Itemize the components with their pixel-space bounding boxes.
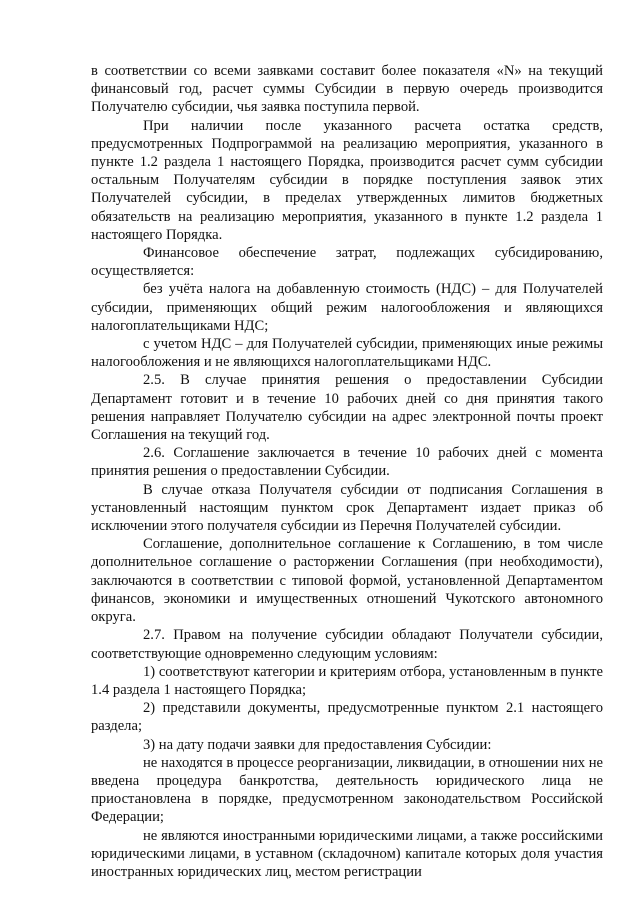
document-page — [91, 62, 603, 881]
paragraph-10: 2.7. Правом на получение субсидии обладают Получатели субсидии, соответствующие одновременно следующим условиям: — [91, 627, 603, 662]
paragraph-6: 2.5. В случае принятия решения о предоставлении Субсидии Департамент готовит и в течение 10 рабочих дней со дня принятия такого решения направляет Получателю субсидии на адрес электронной почты проект Соглашения на текущий год. — [91, 372, 603, 444]
paragraph-5: с учетом НДС – для Получателей субсидии, применяющих иные режимы налогообложения и не являющихся налогоплательщиками НДС. — [91, 336, 603, 371]
paragraph-14: не находятся в процессе реорганизации, ликвидации, в отношении них не введена процедура банкротства, деятельность юридического лица не приостановлена в порядке, предусмотренном законодательством Российской Федерации; — [91, 754, 603, 826]
paragraph-8: В случае отказа Получателя субсидии от подписания Соглашения в установленный настоящим пунктом срок Департамент издает приказ об исключении этого получателя субсидии из Перечня Получателей субсидии. — [91, 481, 603, 535]
paragraph-12: 2) представили документы, предусмотренные пунктом 2.1 настоящего раздела; — [91, 700, 603, 735]
paragraph-1: в соответствии со всеми заявками составит более показателя «N» на текущий финансовый год, расчет суммы Субсидии в первую очередь производится Получателю субсидии, чья заявка поступила первой. — [91, 63, 603, 116]
paragraph-7: 2.6. Соглашение заключается в течение 10 рабочих дней с момента принятия решения о предоставлении Субсидии. — [91, 445, 603, 480]
paragraph-3: Финансовое обеспечение затрат, подлежащих субсидированию, осуществляется: — [91, 245, 603, 280]
paragraph-4: без учёта налога на добавленную стоимость (НДС) – для Получателей субсидии, применяющих общий режим налогообложения и являющихся налогоплательщиками НДС; — [91, 281, 603, 334]
paragraph-11: 1) соответствуют категории и критериям отбора, установленным в пункте 1.4 раздела 1 настоящего Порядка; — [91, 663, 603, 698]
paragraph-15: не являются иностранными юридическими лицами, а также российскими юридическими лицами, в уставном (складочном) капитале которых доля участия иностранных юридических лиц, местом регистрации — [91, 827, 603, 880]
paragraph-2: При наличии после указанного расчета остатка средств, предусмотренных Подпрограммой на реализацию мероприятия, указанного в пункте 1.2 раздела 1 настоящего Порядка, производится расчет сумм субсидии остальным Получателям субсидии в порядке поступления заявок этих Получателей субсидии, в пределах утвержденных лимитов бюджетных обязательств на реализацию мероприятия, указанного в пункте 1.2 раздела 1 настоящего Порядка. — [91, 117, 603, 243]
paragraph-9: Соглашение, дополнительное соглашение к Соглашению, в том числе дополнительное соглашение о расторжении Соглашения (при необходимости), заключаются в соответствии с типовой формой, установленной Департаментом финансов, экономики и имущественных отношений Чукотского автономного округа. — [91, 536, 603, 626]
paragraph-13: 3) на дату подачи заявки для предоставления Субсидии: — [143, 736, 492, 753]
